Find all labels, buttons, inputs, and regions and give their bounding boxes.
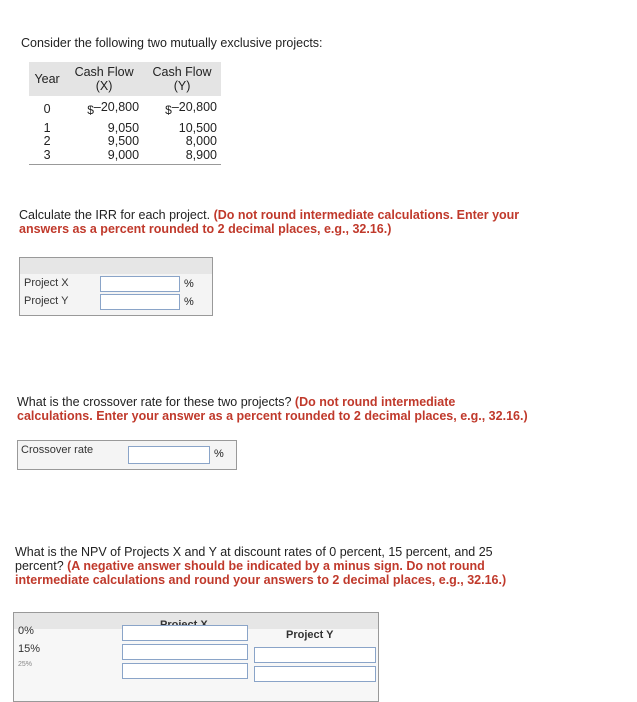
- crossover-question: What is the crossover rate for these two projects? (Do not round intermediate calculations. Enter your answer as a percent rounded to 2 decimal places, e.g., 32.16.): [17, 395, 528, 423]
- table-row: 3 9,000 8,900: [29, 149, 221, 165]
- npv-y-0-input[interactable]: [254, 647, 376, 663]
- percent-unit: %: [184, 278, 194, 290]
- npv-question: What is the NPV of Projects X and Y at discount rates of 0 percent, 15 percent, and 25 percent? (A negative answer should be indicated by a minus sign. Do not round intermediate calculations and round your answers to 2 decimal places, e.g., 32.16.): [15, 545, 507, 587]
- npv-answer-table: [13, 612, 379, 702]
- rate-25-label: 25%: [18, 661, 33, 668]
- project-y-column-header: Project Y: [286, 629, 334, 641]
- table-row: 2 9,500 8,000: [43, 134, 217, 148]
- currency-symbol: $: [165, 103, 172, 117]
- npv-x-0-input[interactable]: [122, 625, 248, 641]
- crossover-rate-input[interactable]: [128, 446, 210, 464]
- crossover-rate-label: Crossover rate: [21, 444, 94, 456]
- percent-unit: %: [184, 296, 194, 308]
- npv-x-25-input[interactable]: [122, 663, 248, 679]
- irr-question: Calculate the IRR for each project. (Do not round intermediate calculations. Enter your answers as a percent rounded to 2 decimal places, e.g., 32.16.): [19, 208, 520, 236]
- cash-flow-y-header: Cash Flow (Y): [143, 62, 221, 96]
- project-y-label: Project Y: [24, 295, 69, 307]
- irr-answer-table: [19, 257, 213, 316]
- percent-unit: %: [214, 448, 224, 460]
- intro-text: Consider the following two mutually exclusive projects:: [21, 36, 323, 50]
- cash-flow-x-header: Cash Flow (X): [65, 62, 143, 96]
- crossover-answer-table: [17, 440, 237, 470]
- rate-15-label: 15%: [18, 643, 41, 655]
- table-row: 0 $–20,800 $–20,800: [43, 100, 217, 117]
- rate-0-label: 0%: [18, 625, 34, 637]
- year-header: Year: [29, 62, 65, 96]
- irr-project-x-input[interactable]: [100, 276, 180, 292]
- table-row: 1 9,050 10,500: [43, 120, 217, 135]
- table-header-row: [29, 62, 221, 96]
- npv-y-15-input[interactable]: [254, 666, 376, 682]
- cash-flow-table: [29, 62, 221, 165]
- project-x-label: Project X: [24, 277, 69, 289]
- currency-symbol: $: [87, 103, 94, 117]
- irr-project-y-input[interactable]: [100, 294, 180, 310]
- npv-x-15-input[interactable]: [122, 644, 248, 660]
